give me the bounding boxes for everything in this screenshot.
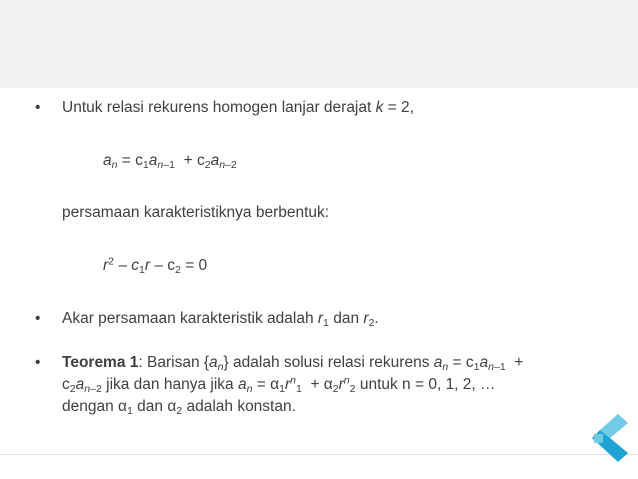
chevron-left-logo-icon (588, 410, 632, 466)
bullet-marker: • (35, 354, 41, 371)
bullet-akar-persamaan: Akar persamaan karakteristik adalah $r_1$ dan $r_2$. (62, 310, 379, 330)
bullet-marker: • (35, 99, 41, 116)
bullet-marker: • (35, 310, 41, 327)
equation-characteristic: $r^2 - c_1r - c_2 = 0$ (103, 255, 208, 277)
theorem-line-1: Teorema 1: Barisan $\{a_n\}$ adalah solusi relasi rekurens $a_n = c_1a_{n-1}$ + (62, 354, 524, 374)
theorem-line-3: dengan $\alpha_1$ dan $\alpha_2$ adalah konstan. (62, 398, 296, 418)
bullet-relasi-rekurens: Untuk relasi rekurens homogen lanjar derajat k = 2, (62, 99, 414, 116)
equation-an: $a_n = c_1a_{n-1} + c_2a_{n-2}$ (103, 152, 237, 172)
footer-divider (0, 454, 638, 455)
theorem-label: Teorema 1 (62, 354, 139, 371)
theorem-line-2: $c_2a_{n-2}$ jika dan hanya jika $a_n = \alpha_1r^n_1 + \alpha_2r^n_2$ untuk n = 0, 1, 2, … (62, 374, 496, 396)
text-persamaan-karakteristik: persamaan karakteristiknya berbentuk: (62, 204, 330, 221)
